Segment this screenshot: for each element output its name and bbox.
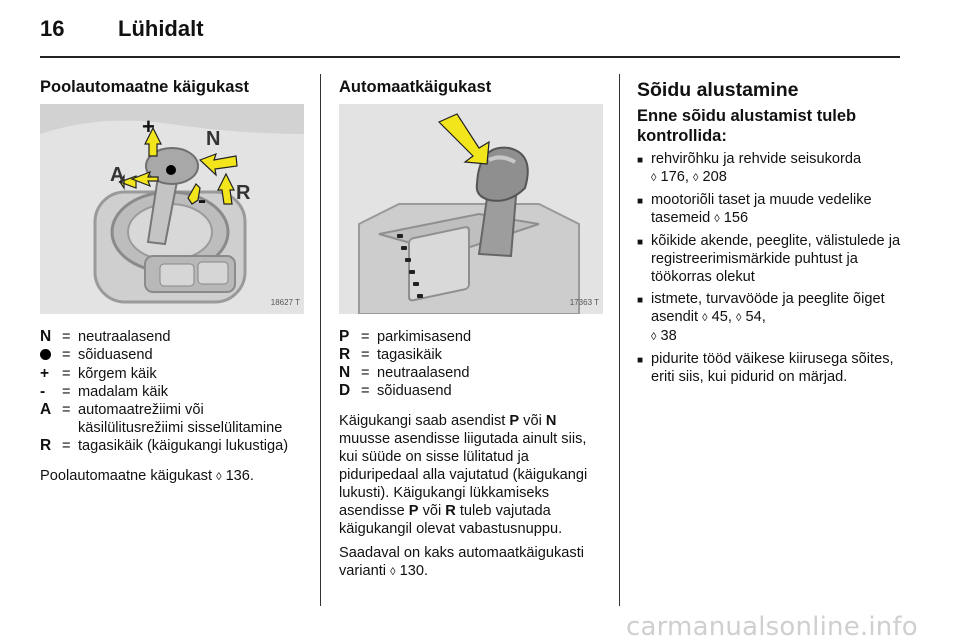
definition-symbol: R (40, 437, 52, 454)
definition-text: parkimisasend (377, 329, 472, 345)
definition-symbol: - (40, 383, 46, 400)
definition-symbol: A (40, 401, 52, 418)
definition-symbol-dot (40, 346, 62, 365)
para-text: muusse asendisse liigutada ainult siis, kui süüde on sisse lülitatud ja piduripedaal alla vajutatud (käigukangi lukusti). Käigukangi lükkamiseks asendisse (339, 431, 588, 519)
definition-row (339, 346, 603, 364)
watermark: carmanualsonline.info (626, 612, 918, 642)
figure-code: 18627 T (270, 298, 300, 307)
definition-row (339, 364, 603, 382)
item-text: pidurite tööd väikese kiirusega sõites, eriti siis, kui pidurid on märjad. (651, 351, 894, 385)
column-divider-2 (619, 74, 620, 606)
page-reference-icon: ◊ (702, 312, 708, 324)
reference-page[interactable]: 176, (660, 169, 689, 185)
page-header-title: Lühidalt (118, 16, 204, 41)
page-reference-icon: ◊ (714, 213, 720, 225)
reference-page[interactable]: 45, (711, 309, 732, 325)
definition-equals: = (361, 365, 370, 381)
item-text: mootoriõli taset ja muude vedelike tasemeid (651, 192, 872, 226)
definition-text: madalam käik (78, 384, 169, 400)
definition-row (339, 328, 603, 346)
gear-lever-illustration (40, 104, 304, 314)
lever-lock-paragraph (339, 412, 603, 538)
item-text: istmete, turvavööde ja peeglite õiget asendit (651, 291, 885, 325)
para-text: Käigukangi saab asendist (339, 413, 510, 429)
semi-automatic-gear-figure (40, 104, 304, 314)
definition-equals: = (62, 438, 71, 454)
dot-icon (40, 349, 51, 360)
bullet-icon: ■ (637, 237, 644, 248)
list-item (637, 350, 907, 386)
header-rule (40, 56, 900, 58)
bullet-icon: ■ (637, 295, 644, 306)
page-reference-icon: ◊ (651, 331, 657, 343)
definition-text: neutraalasend (78, 329, 171, 345)
definition-text: automaatrežiimi või käsilülitusrežiimi sisselülitamine (78, 402, 283, 436)
definition-row (40, 437, 306, 455)
definition-equals: = (62, 366, 71, 382)
reference-page[interactable]: 54, (745, 309, 766, 325)
reference-text: Poolautomaatne käigukast (40, 468, 212, 484)
definition-symbol: P (339, 328, 350, 345)
definition-symbol: N (339, 364, 351, 381)
variants-paragraph (339, 544, 603, 581)
reference-page[interactable]: 38 (660, 328, 677, 344)
definition-symbol: R (339, 346, 351, 363)
semi-automatic-section (40, 78, 306, 486)
definition-symbol: + (40, 365, 50, 382)
list-item (637, 290, 907, 346)
item-text: rehvirõhku ja rehvide seisukorda (651, 151, 862, 167)
definition-equals: = (62, 402, 71, 418)
definition-equals: = (62, 384, 71, 400)
reference-page[interactable]: 130. (399, 563, 429, 579)
para-text: või (418, 503, 446, 519)
page-reference-icon: ◊ (735, 312, 742, 324)
column-divider-1 (320, 74, 321, 606)
plus-label: + (142, 114, 155, 139)
automatic-section (339, 78, 603, 581)
r-label: R (236, 182, 251, 204)
selector-lever-illustration (339, 104, 603, 314)
section-heading: Automaatkäigukast (339, 78, 492, 96)
definition-text: tagasikäik (käigukangi lukustiga) (78, 438, 289, 454)
list-item (637, 232, 907, 286)
definition-text: sõiduasend (377, 383, 452, 399)
reference-page[interactable]: 136. (225, 468, 254, 484)
definition-row (40, 365, 306, 383)
page-reference-icon: ◊ (216, 471, 222, 483)
checklist (637, 150, 907, 386)
bullet-icon: ■ (637, 155, 644, 166)
section-heading: Sõidu alustamine (637, 79, 799, 101)
page-reference-icon: ◊ (651, 172, 657, 184)
para-text: Saadaval on kaks automaatkäigukasti varianti (339, 545, 585, 579)
page-reference-icon: ◊ (692, 172, 699, 184)
definition-row (40, 401, 306, 437)
definition-row (40, 383, 306, 401)
section-subheading: Enne sõidu alustamist tuleb kontrollida: (637, 107, 857, 145)
list-item (637, 150, 907, 187)
position-p: P (509, 413, 520, 429)
definition-text: sõiduasend (78, 347, 153, 363)
section-heading: Poolautomaatne käigukast (40, 78, 250, 96)
minus-label: - (198, 187, 206, 214)
gear-definitions-list (339, 328, 603, 400)
definition-row (339, 382, 603, 400)
definition-text: kõrgem käik (78, 366, 157, 382)
page-reference-icon: ◊ (390, 566, 396, 578)
starting-off-section (637, 78, 907, 386)
definition-equals: = (361, 329, 370, 345)
page-number: 16 (40, 16, 65, 41)
bullet-icon: ■ (637, 355, 644, 366)
reference-page[interactable]: 208 (702, 169, 727, 185)
para-text: tuleb vajutada käigukangil olevat vabastusnuppu. (339, 503, 563, 537)
definition-symbol: N (40, 328, 52, 345)
definition-equals: = (361, 383, 370, 399)
gear-definitions-list (40, 328, 306, 455)
bullet-icon: ■ (637, 196, 644, 207)
automatic-gear-figure (339, 104, 603, 314)
definition-text: neutraalasend (377, 365, 470, 381)
definition-row (40, 328, 306, 346)
reference-page[interactable]: 156 (723, 210, 749, 226)
para-text: või (519, 413, 546, 429)
definition-text: tagasikäik (377, 347, 442, 363)
definition-equals: = (62, 329, 71, 345)
cross-reference (40, 467, 306, 486)
position-n: N (545, 413, 557, 429)
position-r: R (445, 503, 456, 519)
n-label: N (206, 128, 221, 150)
item-text: kõikide akende, peeglite, välistulede ja registreerimismärkide puhtust ja töökorras olekut (651, 233, 901, 285)
definition-row (40, 346, 306, 365)
definition-symbol: D (339, 382, 351, 399)
definition-equals: = (62, 347, 71, 363)
position-p: P (408, 503, 419, 519)
a-label: A (110, 164, 125, 186)
list-item (637, 191, 907, 228)
figure-code: 17363 T (569, 298, 599, 307)
definition-equals: = (361, 347, 370, 363)
